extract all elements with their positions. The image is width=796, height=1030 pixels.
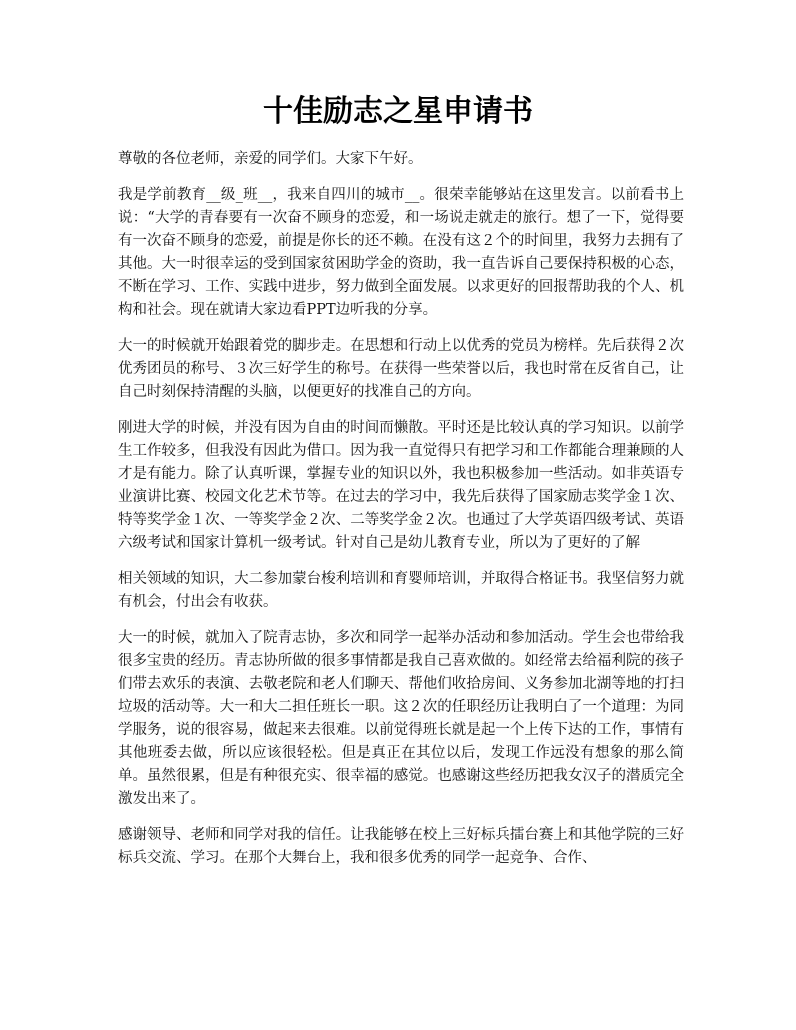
paragraph-party: 大一的时候就开始跟着党的脚步走。在思想和行动上以优秀的党员为榜样。先后获得２次优秀团员的称号、３次三好学生的称号。在获得一些荣誉以后，我也时常在反省自己，让自己时刻保持清醒的头脑，以便更好的找准自己的方向。 bbox=[118, 338, 684, 400]
paragraph-greeting: 尊敬的各位老师，亲爱的同学们。大家下午好。 bbox=[118, 151, 423, 167]
paragraph-thanks: 感谢领导、老师和同学对我的信任。让我能够在校上三好标兵擂台赛上和其他学院的三好标兵交流、学习。在那个大舞台上，我和很多优秀的同学一起竞争、合作、 bbox=[118, 827, 684, 866]
document-title: 十佳励志之星申请书 bbox=[263, 94, 533, 129]
paragraph-training: 相关领域的知识，大二参加蒙台梭利培训和育婴师培训，并取得合格证书。我坚信努力就有机会，付出会有收获。 bbox=[118, 571, 684, 610]
paragraph-volunteer: 大一的时候，就加入了院青志协，多次和同学一起举办活动和参加活动。学生会也带给我很多宝贵的经历。青志协所做的很多事情都是我自己喜欢做的。如经常去给福利院的孩子们带去欢乐的表演、去敬老院和老人们聊天、帮他们收拾房间、义务参加北湖等地的打扫垃圾的活动等。大一和大二担任班长一职。这２次的任职经历让我明白了一个道理：为同学服务，说的很容易，做起来去很难。以前觉得班长就是起一个上传下达的工作，事情有其他班委去做，所以应该很轻松。但是真正在其位以后，发现工作远没有想象的那么简单。虽然很累，但是有种很充实、很幸福的感觉。也感谢这些经历把我女汉子的潜质完全激发出来了。 bbox=[118, 630, 684, 807]
paragraph-study: 刚进大学的时候，并没有因为自由的时间而懒散。平时还是比较认真的学习知识。以前学生工作较多，但我没有因此为借口。因为我一直觉得只有把学习和工作都能合理兼顾的人才是有能力。除了认真听课，掌握专业的知识以外，我也积极参加一些活动。如非英语专业演讲比赛、校园文化艺术节等。在过去的学习中，我先后获得了国家励志奖学金１次、特等奖学金１次、一等奖学金２次、二等奖学金２次。也通过了大学英语四级考试、英语六级考试和国家计算机一级考试。针对自己是幼儿教育专业，所以为了更好的了解 bbox=[118, 420, 684, 551]
paragraph-introduction: 我是学前教育__级_班__，我来自四川的城市__。很荣幸能够站在这里发言。以前看书上说：“大学的青春要有一次奋不顾身的恋爱，和一场说走就走的旅行。想了一下，觉得要有一次奋不顾身的恋爱，前提是你长的还不赖。在没有这２个的时间里，我努力去拥有了其他。大一时很幸运的受到国家贫困助学金的资助，我一直告诉自己要保持积极的心态，不断在学习、工作、实践中进步，努力做到全面发展。以求更好的回报帮助我的个人、机构和社会。现在就请大家边看PPT边听我的分享。 bbox=[118, 187, 684, 318]
document-body bbox=[118, 148, 684, 883]
